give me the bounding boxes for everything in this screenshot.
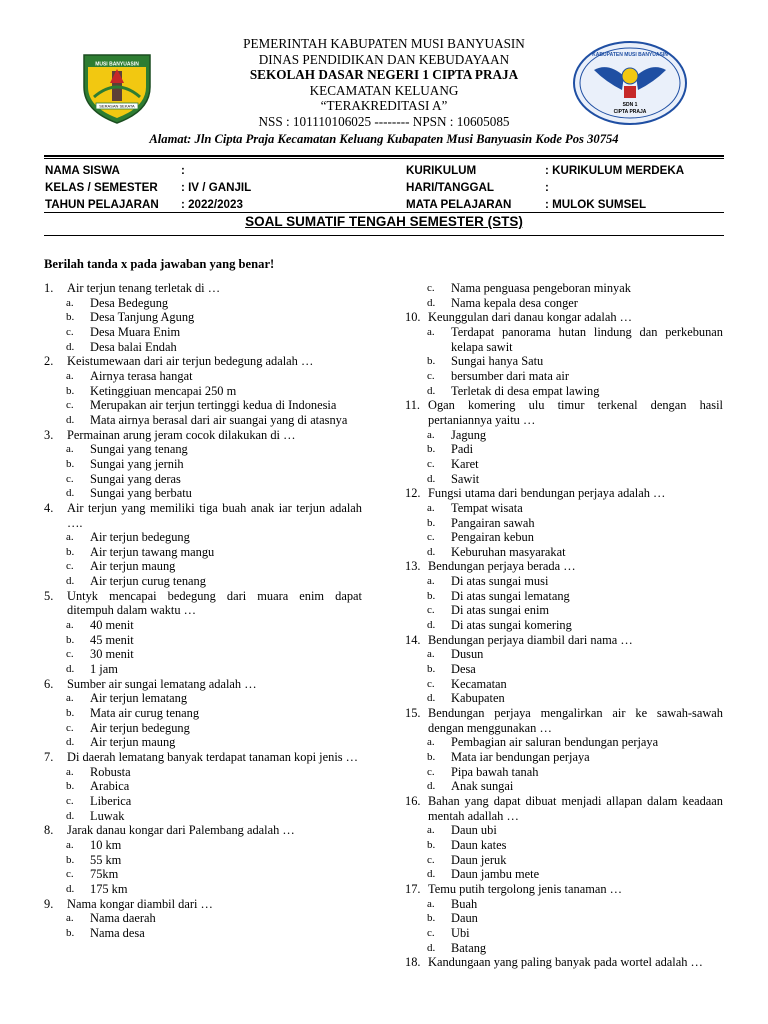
question-item: [44, 823, 362, 838]
option-text: Nama penguasa pengeboran minyak: [451, 281, 631, 295]
option-letter: b.: [66, 633, 75, 646]
info-values-left: [181, 162, 251, 213]
answer-option[interactable]: [405, 662, 723, 677]
header-department: DINAS PENDIDIKAN DAN KEBUDAYAAN: [258, 51, 510, 67]
answer-option[interactable]: [405, 647, 723, 662]
option-letter: d.: [66, 340, 75, 353]
question-text: Kandungaan yang paling banyak pada wortel adalah …: [428, 955, 703, 970]
option-text: Nama daerah: [90, 911, 156, 926]
question-item: [405, 882, 723, 897]
question-item: [405, 486, 723, 501]
answer-option[interactable]: [405, 501, 723, 516]
answer-option[interactable]: [405, 838, 723, 853]
question-item: [44, 897, 362, 912]
option-letter: c.: [66, 560, 74, 573]
option-text: Desa Muara Enim: [90, 324, 181, 339]
option-text: Nama desa: [90, 925, 145, 940]
option-letter: d.: [427, 472, 436, 485]
question-text: Bendungan perjaya diambil dari nama …: [428, 632, 633, 647]
answer-option[interactable]: [405, 867, 723, 882]
question-number: 17.: [405, 881, 421, 896]
question-item: [405, 706, 723, 735]
option-letter: c.: [427, 604, 435, 617]
answer-option[interactable]: [44, 867, 362, 882]
question-number: 4.: [44, 500, 54, 515]
answer-option[interactable]: [405, 911, 723, 926]
option-letter: b.: [66, 457, 75, 470]
curriculum-value: : KURIKULUM MERDEKA: [545, 164, 685, 177]
option-letter: c.: [427, 282, 435, 294]
answer-option[interactable]: [405, 384, 723, 399]
option-letter: d.: [66, 736, 75, 749]
header-divider-thick: [44, 155, 724, 157]
option-text: Daun: [451, 911, 478, 926]
answer-option[interactable]: [44, 765, 362, 780]
question-text: Bendungan perjaya berada …: [428, 559, 576, 574]
option-text: Pipa bawah tanah: [451, 764, 539, 779]
answer-option[interactable]: [405, 545, 723, 560]
instruction: Berilah tanda x pada jawaban yang benar!: [44, 257, 275, 271]
option-text: Robusta: [90, 764, 131, 779]
option-text: Terdapat panorama hutan lindung dan perkebunan kelapa sawit: [451, 324, 723, 354]
question-item: [44, 501, 362, 530]
option-text: 175 km: [90, 881, 128, 896]
option-text: Anak sungai: [451, 779, 514, 794]
question-item: [405, 633, 723, 648]
answer-option[interactable]: [405, 750, 723, 765]
question-number: 6.: [44, 676, 54, 691]
question-number: 5.: [44, 588, 54, 603]
academic-year-label: TAHUN PELAJARAN: [45, 198, 159, 211]
option-letter: b.: [66, 853, 75, 866]
student-name-label: NAMA SISWA: [45, 164, 120, 177]
question-item: [44, 750, 362, 765]
option-text: 30 menit: [90, 647, 134, 662]
option-text: Airnya terasa hangat: [90, 368, 193, 383]
question-number: 13.: [405, 559, 421, 574]
answer-option[interactable]: [44, 472, 362, 487]
answer-option[interactable]: [44, 530, 362, 545]
question-number: 1.: [44, 281, 54, 295]
option-letter: c.: [427, 531, 435, 544]
question-text: Air terjun tenang terletak di …: [67, 281, 221, 295]
question-text: Di daerah lematang banyak terdapat tanaman kopi jenis …: [67, 750, 359, 764]
curriculum-label: KURIKULUM: [406, 164, 477, 177]
header-district: KECAMATAN KELUANG: [309, 82, 459, 98]
answer-option[interactable]: [405, 618, 723, 633]
option-text: Desa balai Endah: [90, 339, 177, 354]
question-number: 10.: [405, 310, 421, 325]
answer-option[interactable]: [44, 384, 362, 399]
option-text: Keburuhan masyarakat: [451, 544, 566, 559]
option-text: Mata airnya berasal dari air suangai yang di atasnya: [90, 412, 348, 427]
option-letter: d.: [66, 882, 75, 895]
answer-option[interactable]: [405, 765, 723, 780]
question-item: [44, 589, 362, 618]
option-letter: d.: [66, 809, 75, 822]
subject-value: : MULOK SUMSEL: [545, 198, 647, 211]
answer-option[interactable]: [44, 911, 362, 926]
option-text: Nama kepala desa conger: [451, 295, 578, 310]
option-letter: d.: [427, 296, 436, 309]
answer-option[interactable]: [405, 369, 723, 384]
option-text: Desa: [451, 662, 476, 677]
option-letter: a.: [66, 838, 74, 851]
answer-option[interactable]: [405, 516, 723, 531]
question-item: [44, 428, 362, 443]
answer-option[interactable]: [44, 735, 362, 750]
answer-option[interactable]: [405, 354, 723, 369]
option-text: Ketinggiuan mencapai 250 m: [90, 383, 237, 398]
option-text: Di atas sungai lematang: [451, 588, 570, 603]
academic-year-value: : 2022/2023: [181, 198, 243, 211]
answer-option[interactable]: [44, 325, 362, 340]
option-text: Sungai yang deras: [90, 471, 181, 486]
option-text: Sawit: [451, 471, 480, 486]
option-text: Sungai yang jernih: [90, 456, 184, 471]
option-letter: a.: [66, 531, 74, 544]
option-text: Daun jambu mete: [451, 867, 540, 882]
option-text: Daun kates: [451, 837, 507, 852]
answer-option[interactable]: [44, 721, 362, 736]
option-text: Terletak di desa empat lawing: [451, 383, 600, 398]
answer-option[interactable]: [44, 574, 362, 589]
question-number: 8.: [44, 823, 54, 838]
option-letter: c.: [66, 868, 74, 881]
answer-option[interactable]: [405, 677, 723, 692]
question-item: [405, 559, 723, 574]
option-text: Pembagian air saluran bendungan perjaya: [451, 735, 659, 750]
option-letter: b.: [427, 663, 436, 676]
answer-option[interactable]: [44, 486, 362, 501]
answer-option[interactable]: [405, 691, 723, 706]
question-number: 14.: [405, 632, 421, 647]
question-text: Bahan yang dapat dibuat menjadi allapan dalam keadaan mentah adallah …: [428, 793, 723, 823]
answer-option[interactable]: [405, 296, 723, 311]
questions-column-left: [44, 281, 362, 941]
answer-option[interactable]: [405, 281, 723, 296]
option-text: Arabica: [90, 779, 130, 794]
option-letter: b.: [66, 780, 75, 793]
header-address: Alamat: Jln Cipta Praja Kecamatan Keluang Kubapaten Musi Banyuasin Kode Pos 30754: [149, 131, 619, 146]
option-letter: a.: [427, 575, 435, 588]
answer-option[interactable]: [405, 472, 723, 487]
question-number: 16.: [405, 793, 421, 808]
question-item: [405, 398, 723, 427]
answer-option[interactable]: [44, 457, 362, 472]
logo-right-text-sdn: SDN 1: [622, 102, 638, 108]
answer-option[interactable]: [44, 809, 362, 824]
option-letter: b.: [66, 311, 75, 324]
option-text: Ubi: [451, 925, 470, 940]
answer-option[interactable]: [405, 941, 723, 956]
question-text: Temu putih tergolong jenis tanaman …: [428, 881, 623, 896]
logo-left-text-top: MUSI BANYUASIN: [95, 61, 139, 68]
option-letter: d.: [427, 384, 436, 397]
question-text: Ogan komering ulu timur terkenal dengan hasil pertaniannya yaitu …: [428, 398, 723, 427]
option-letter: c.: [427, 765, 435, 778]
answer-option[interactable]: [44, 340, 362, 355]
answer-option[interactable]: [44, 633, 362, 648]
school-emblem-logo-icon: [572, 40, 688, 126]
option-letter: a.: [427, 648, 435, 661]
answer-option[interactable]: [44, 779, 362, 794]
option-letter: a.: [427, 325, 435, 338]
option-letter: c.: [427, 677, 435, 690]
question-text: Bendungan perjaya mengalirkan air ke sawah-sawah dengan menggunakan …: [428, 706, 723, 735]
question-text: Air terjun yang memiliki tiga buah anak iar terjun adalah ….: [67, 500, 362, 530]
question-item: [44, 281, 362, 296]
option-text: 75km: [90, 867, 119, 882]
header-government: PEMERINTAH KABUPATEN MUSI BANYUASIN: [243, 36, 525, 51]
day-date-label: HARI/TANGGAL: [406, 181, 495, 194]
info-values-right: [545, 162, 684, 213]
answer-option[interactable]: [405, 589, 723, 604]
option-text: Air terjun bedegung: [90, 530, 190, 545]
answer-option[interactable]: [44, 882, 362, 897]
option-letter: d.: [66, 663, 75, 676]
option-text: Merupakan air terjun tertinggi kedua di Indonesia: [90, 398, 337, 413]
option-letter: a.: [66, 369, 74, 382]
question-number: 9.: [44, 896, 54, 911]
student-name-value: :: [181, 164, 185, 177]
question-item: [405, 955, 723, 970]
option-letter: d.: [66, 413, 75, 426]
answer-option[interactable]: [405, 442, 723, 457]
header-nss-npsn: NSS : 101110106025 -------- NPSN : 10605085: [258, 113, 510, 129]
option-letter: c.: [66, 472, 74, 485]
class-semester-value: : IV / GANJIL: [181, 181, 252, 194]
option-letter: a.: [427, 501, 435, 514]
question-number: 18.: [405, 955, 421, 970]
logo-right-text-top: KABUPATEN MUSI BANYUASIN: [592, 52, 668, 58]
option-letter: a.: [66, 443, 74, 456]
header-school: SEKOLAH DASAR NEGERI 1 CIPTA PRAJA: [249, 67, 519, 83]
option-text: Air terjun bedegung: [90, 720, 190, 735]
option-letter: d.: [66, 575, 75, 588]
question-text: Untyk mencapai bedegung dari muara enim dapat ditempuh dalam waktu …: [67, 588, 362, 618]
answer-option[interactable]: [405, 325, 723, 354]
option-text: Liberica: [90, 793, 132, 808]
option-letter: b.: [427, 751, 436, 763]
option-letter: a.: [66, 912, 74, 925]
header-accreditation: “TERAKREDITASI A”: [320, 98, 448, 114]
option-text: Luwak: [90, 808, 125, 823]
option-letter: c.: [427, 926, 435, 939]
question-number: 3.: [44, 427, 54, 442]
option-text: Jagung: [451, 427, 487, 442]
option-text: Pengairan kebun: [451, 530, 534, 545]
answer-option[interactable]: [44, 794, 362, 809]
option-letter: d.: [427, 780, 436, 793]
option-letter: d.: [427, 692, 436, 705]
option-text: Kabupaten: [451, 691, 505, 706]
info-divider: [44, 212, 724, 213]
option-text: Di atas sungai komering: [451, 618, 572, 633]
option-letter: c.: [427, 457, 435, 470]
answer-option[interactable]: [405, 926, 723, 941]
option-letter: d.: [66, 487, 75, 500]
question-number: 11.: [405, 398, 421, 413]
option-letter: b.: [66, 384, 75, 397]
logo-right-text-school: CIPTA PRAJA: [613, 109, 647, 115]
answer-option[interactable]: [44, 398, 362, 413]
option-letter: a.: [66, 619, 74, 632]
title-divider: [44, 235, 724, 236]
answer-option[interactable]: [44, 369, 362, 384]
question-text: Keunggulan dari danau kongar adalah …: [428, 310, 633, 325]
option-text: Dusun: [451, 647, 484, 662]
answer-option[interactable]: [405, 779, 723, 794]
option-text: Batang: [451, 940, 487, 955]
answer-option[interactable]: [44, 545, 362, 560]
question-number: 7.: [44, 750, 54, 764]
option-letter: c.: [66, 648, 74, 661]
answer-option[interactable]: [405, 735, 723, 750]
option-text: Kecamatan: [451, 676, 507, 691]
answer-option[interactable]: [44, 662, 362, 677]
option-text: Padi: [451, 442, 474, 457]
option-letter: c.: [66, 794, 74, 807]
option-letter: a.: [427, 428, 435, 441]
option-text: Air terjun tawang mangu: [90, 544, 215, 559]
option-text: Daun jeruk: [451, 852, 507, 867]
option-text: Tempat wisata: [451, 500, 523, 515]
option-text: Sungai yang tenang: [90, 442, 188, 457]
option-letter: b.: [427, 355, 436, 368]
option-text: Daun ubi: [451, 823, 497, 838]
class-semester-label: KELAS / SEMESTER: [45, 181, 158, 194]
answer-option[interactable]: [405, 897, 723, 912]
option-text: Di atas sungai enim: [451, 603, 550, 618]
option-letter: c.: [66, 721, 74, 734]
option-letter: b.: [427, 838, 436, 851]
answer-option[interactable]: [44, 559, 362, 574]
question-item: [44, 354, 362, 369]
answer-option[interactable]: [44, 853, 362, 868]
question-item: [405, 794, 723, 823]
option-text: bersumber dari mata air: [451, 368, 570, 383]
question-text: Fungsi utama dari bendungan perjaya adalah …: [428, 486, 666, 501]
option-letter: c.: [66, 325, 74, 338]
option-letter: d.: [427, 868, 436, 881]
option-text: Air terjun curug tenang: [90, 574, 206, 589]
question-number: 2.: [44, 354, 54, 369]
option-text: Air terjun lematang: [90, 691, 188, 706]
option-text: Sungai yang berbatu: [90, 486, 192, 501]
info-labels-right: [406, 162, 511, 213]
logo-left-text-bottom: SERASAN SEKATA: [99, 103, 135, 109]
answer-option[interactable]: [405, 428, 723, 443]
option-letter: b.: [66, 545, 75, 558]
option-letter: c.: [66, 399, 74, 412]
option-letter: b.: [427, 912, 436, 925]
option-text: Karet: [451, 456, 479, 471]
question-text: Keistumewaan dari air terjun bedegung adalah …: [67, 354, 314, 369]
option-letter: a.: [66, 765, 74, 778]
answer-option[interactable]: [44, 618, 362, 633]
option-text: Pangairan sawah: [451, 515, 535, 530]
option-text: Desa Bedegung: [90, 295, 169, 310]
answer-option[interactable]: [44, 926, 362, 941]
question-text: Sumber air sungai lematang adalah …: [67, 676, 257, 691]
option-letter: b.: [66, 707, 75, 720]
answer-option[interactable]: [405, 823, 723, 838]
option-letter: b.: [66, 926, 75, 939]
subject-label: MATA PELAJARAN: [406, 198, 512, 211]
answer-option[interactable]: [44, 310, 362, 325]
option-letter: a.: [427, 897, 435, 910]
option-letter: c.: [427, 369, 435, 382]
answer-option[interactable]: [405, 530, 723, 545]
option-text: Desa Tanjung Agung: [90, 310, 195, 325]
option-letter: d.: [427, 941, 436, 954]
answer-option[interactable]: [44, 647, 362, 662]
answer-option[interactable]: [405, 457, 723, 472]
questions-column-right: [405, 281, 723, 970]
regency-shield-logo-icon: [78, 47, 156, 125]
answer-option[interactable]: [405, 853, 723, 868]
question-text: Nama kongar diambil dari …: [67, 896, 213, 911]
option-text: 10 km: [90, 837, 122, 852]
option-text: 45 menit: [90, 632, 134, 647]
option-letter: b.: [427, 589, 436, 602]
question-number: 15.: [405, 706, 421, 721]
option-letter: a.: [66, 296, 74, 309]
option-letter: a.: [427, 824, 435, 837]
answer-option[interactable]: [44, 442, 362, 457]
option-text: Buah: [451, 896, 478, 911]
question-item: [44, 677, 362, 692]
option-text: 1 jam: [90, 662, 118, 677]
option-text: Sungai hanya Satu: [451, 354, 544, 369]
exam-title: SOAL SUMATIF TENGAH SEMESTER (STS): [245, 214, 523, 229]
question-number: 12.: [405, 486, 421, 501]
answer-option[interactable]: [44, 838, 362, 853]
option-letter: a.: [66, 692, 74, 705]
answer-option[interactable]: [44, 296, 362, 311]
option-text: Mata air curug tenang: [90, 706, 200, 721]
option-text: Mata iar bendungan perjaya: [451, 750, 590, 764]
option-letter: c.: [427, 853, 435, 866]
header-divider-thin: [44, 158, 724, 159]
option-letter: a.: [427, 736, 435, 749]
option-letter: b.: [427, 516, 436, 529]
option-text: Air terjun maung: [90, 735, 176, 750]
option-text: 40 menit: [90, 618, 134, 633]
answer-option[interactable]: [44, 691, 362, 706]
option-text: Di atas sungai musi: [451, 574, 549, 589]
question-text: Permainan arung jeram cocok dilakukan di …: [67, 427, 296, 442]
question-item: [405, 310, 723, 325]
day-date-value: :: [545, 181, 549, 194]
option-letter: b.: [427, 443, 436, 456]
answer-option[interactable]: [44, 413, 362, 428]
option-letter: d.: [427, 619, 436, 632]
option-text: 55 km: [90, 852, 122, 867]
info-labels-left: [45, 162, 159, 213]
option-letter: d.: [427, 545, 436, 558]
answer-option[interactable]: [44, 706, 362, 721]
option-text: Air terjun maung: [90, 559, 176, 574]
answer-option[interactable]: [405, 603, 723, 618]
question-text: Jarak danau kongar dari Palembang adalah …: [67, 823, 295, 838]
answer-option[interactable]: [405, 574, 723, 589]
